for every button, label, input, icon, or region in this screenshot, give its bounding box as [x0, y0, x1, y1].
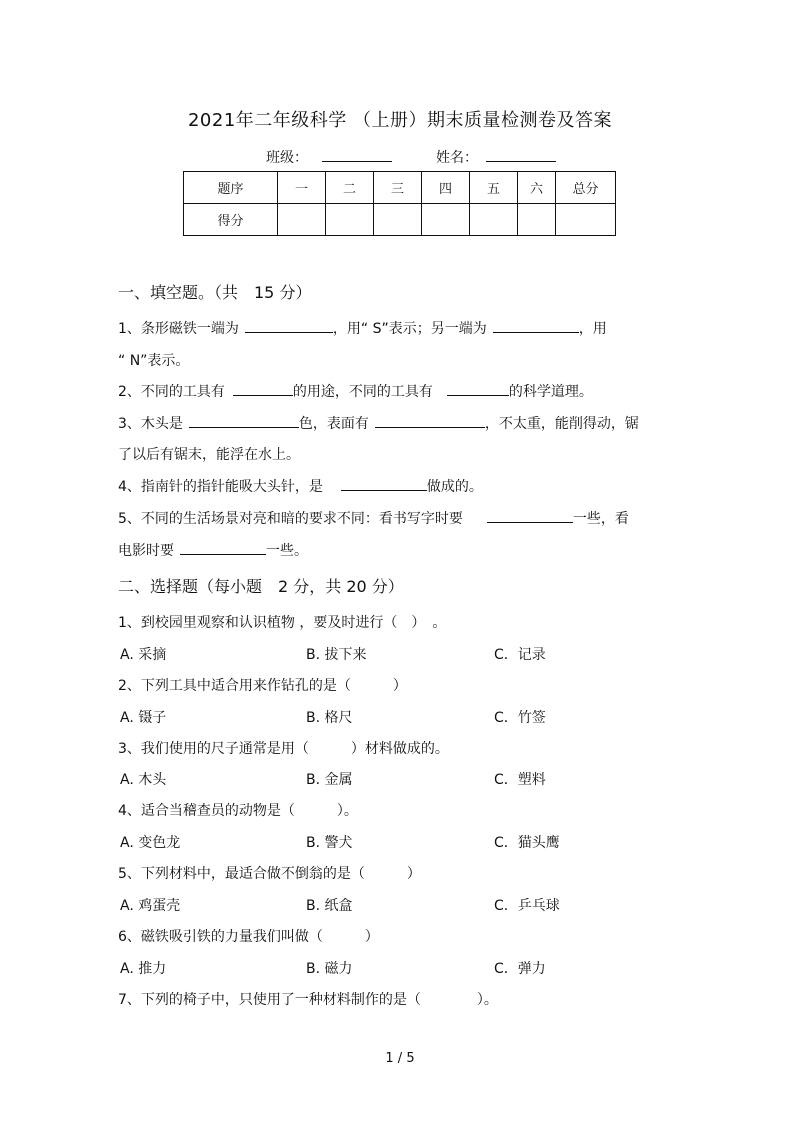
table-row — [184, 172, 616, 204]
question-line: 4、适合当稽查员的动物是（ ）。 — [118, 803, 358, 819]
option-a[interactable]: A. 鸡蛋壳 — [120, 898, 181, 914]
answer-blank[interactable] — [487, 508, 573, 523]
answer-blank[interactable] — [245, 318, 333, 333]
question-text: 3、木头是 — [118, 416, 183, 432]
name-blank[interactable] — [486, 147, 556, 162]
question-text: 做成的。 — [426, 479, 483, 495]
question-line: 5、下列材料中，最适合做不倒翁的是（ ） — [118, 866, 421, 882]
question-text: ，用“ S”表示；另一端为 — [332, 321, 487, 337]
question-text: 1、条形磁铁一端为 — [118, 321, 239, 337]
option-a[interactable]: A. 采摘 — [120, 647, 167, 663]
option-c[interactable]: C．猫头鹰 — [494, 835, 560, 851]
option-c[interactable]: C．弹力 — [494, 961, 546, 977]
page-title: 2021年二年级科学 （上册）期末质量检测卷及答案 — [187, 110, 613, 131]
score-cell[interactable] — [556, 204, 616, 236]
question-text: 5、不同的生活场景对亮和暗的要求不同：看书写字时要 — [118, 511, 463, 527]
class-field — [266, 147, 392, 167]
answer-blank[interactable] — [180, 540, 266, 555]
score-cell[interactable] — [278, 204, 326, 236]
option-a[interactable]: A. 变色龙 — [120, 835, 181, 851]
question-line: 了以后有锯末，能浮在水上。 — [118, 447, 300, 463]
table-cell: 总分 — [556, 172, 616, 204]
class-label: 班级： — [266, 150, 308, 166]
question-text: 4、指南针的指针能吸大头针，是 — [118, 479, 323, 495]
score-cell[interactable] — [422, 204, 470, 236]
score-table — [183, 171, 616, 236]
table-cell: 四 — [422, 172, 470, 204]
question-text: ，用 — [578, 321, 607, 337]
answer-blank[interactable] — [447, 381, 509, 396]
option-b[interactable]: B. 金属 — [306, 772, 353, 788]
question-line: “ N”表示。 — [118, 353, 190, 369]
option-b[interactable]: B. 磁力 — [306, 961, 353, 977]
option-a[interactable]: A. 推力 — [120, 961, 167, 977]
option-b[interactable]: B. 拔下来 — [306, 647, 367, 663]
question-line: 6、磁铁吸引铁的力量我们叫做（ ） — [118, 929, 379, 945]
question-line — [118, 381, 593, 401]
page-number: 1 / 5 — [385, 1051, 415, 1066]
option-c[interactable]: C．竹签 — [494, 710, 546, 726]
table-cell: 六 — [518, 172, 556, 204]
score-cell[interactable] — [326, 204, 374, 236]
table-cell: 得分 — [184, 204, 278, 236]
question-line — [118, 476, 483, 496]
option-a[interactable]: A. 木头 — [120, 772, 167, 788]
class-blank[interactable] — [322, 147, 392, 162]
question-text: ，不太重，能削得动，锯 — [484, 416, 639, 432]
question-line: 1、到校园里观察和认识植物 ，要及时进行（ ） 。 — [118, 615, 447, 631]
question-line — [118, 508, 629, 528]
question-text: 一些，看 — [572, 511, 629, 527]
option-c[interactable]: C．记录 — [494, 647, 546, 663]
section1-heading: 一、填空题。（共 15 分） — [118, 283, 312, 302]
question-text: 2、不同的工具有 — [118, 384, 225, 400]
table-row — [184, 204, 616, 236]
table-cell: 一 — [278, 172, 326, 204]
option-b[interactable]: B. 警犬 — [306, 835, 353, 851]
question-text: 的用途，不同的工具有 — [292, 384, 433, 400]
table-cell: 题序 — [184, 172, 278, 204]
score-cell[interactable] — [470, 204, 518, 236]
score-cell[interactable] — [374, 204, 422, 236]
question-line — [118, 540, 308, 560]
section2-heading: 二、选择题（每小题 2 分，共 20 分） — [118, 577, 404, 596]
question-text: 电影时要 — [118, 543, 174, 559]
name-field — [436, 147, 556, 167]
question-text: 色，表面有 — [298, 416, 369, 432]
option-c[interactable]: C．乒乓球 — [494, 898, 560, 914]
question-line: 7、下列的椅子中，只使用了一种材料制作的是（ ）。 — [118, 992, 498, 1008]
table-cell: 五 — [470, 172, 518, 204]
answer-blank[interactable] — [189, 413, 299, 428]
option-b[interactable]: B. 纸盒 — [306, 898, 353, 914]
option-a[interactable]: A. 镊子 — [120, 710, 167, 726]
table-cell: 二 — [326, 172, 374, 204]
table-cell: 三 — [374, 172, 422, 204]
question-text: 的科学道理。 — [508, 384, 593, 400]
score-cell[interactable] — [518, 204, 556, 236]
answer-blank[interactable] — [233, 381, 293, 396]
question-line — [118, 413, 639, 433]
answer-blank[interactable] — [375, 413, 485, 428]
question-line: 3、我们使用的尺子通常是用（ ）材料做成的。 — [118, 741, 449, 757]
name-label: 姓名： — [436, 150, 478, 166]
answer-blank[interactable] — [493, 318, 579, 333]
question-line: 2、下列工具中适合用来作钻孔的是（ ） — [118, 678, 407, 694]
question-line — [118, 318, 607, 338]
option-c[interactable]: C．塑料 — [494, 772, 546, 788]
option-b[interactable]: B. 格尺 — [306, 710, 353, 726]
answer-blank[interactable] — [341, 476, 427, 491]
question-text: 一些。 — [266, 543, 308, 559]
